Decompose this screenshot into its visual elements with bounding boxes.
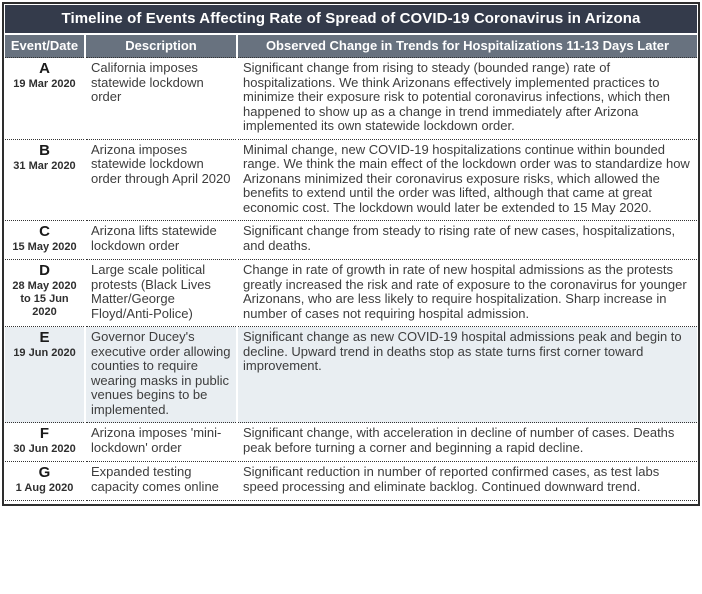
event-date-cell [5, 139, 85, 221]
observed-change-cell: Change in rate of growth in rate of new hospital admissions as the protests greatly increased the risk and rate of exposure to the coronavirus for younger Arizonans, who are less likely to require hospitalization. Sharp increase in number of cases not requiring hospital admission. [237, 260, 697, 327]
description-cell: Expanded testing capacity comes online [85, 462, 237, 501]
event-date-cell [5, 327, 85, 423]
description-cell: Arizona imposes 'mini-lockdown' order [85, 423, 237, 462]
event-date-cell [5, 462, 85, 501]
column-header-event-date: Event/Date [5, 34, 85, 58]
event-date: 30 Jun 2020 [13, 443, 76, 455]
event-date: 28 May 2020 to 15 Jun 2020 [12, 280, 77, 318]
observed-change-cell: Significant reduction in number of reported confirmed cases, as test labs speed processing and eliminate backlog. Continued downward trend. [237, 462, 697, 501]
event-date-cell [5, 260, 85, 327]
table-row [5, 139, 697, 221]
column-header-description: Description [85, 34, 237, 58]
timeline-table [5, 5, 697, 501]
table-row [5, 423, 697, 462]
table-title: Timeline of Events Affecting Rate of Spread of COVID-19 Coronavirus in Arizona [5, 5, 697, 34]
description-cell: Governor Ducey's executive order allowing counties to require wearing masks in public venues begins to be implemented. [85, 327, 237, 423]
title-row [5, 5, 697, 34]
table-row [5, 260, 697, 327]
event-letter: G [38, 464, 51, 481]
event-letter: D [39, 262, 50, 279]
event-date: 15 May 2020 [12, 241, 77, 253]
table-row [5, 327, 697, 423]
event-letter: E [39, 329, 50, 346]
table-frame [2, 2, 700, 506]
event-letter: C [39, 223, 50, 240]
description-cell: California imposes statewide lockdown order [85, 58, 237, 140]
event-date: 31 Mar 2020 [13, 159, 76, 172]
table-row [5, 58, 697, 140]
column-header-observed-change: Observed Change in Trends for Hospitalizations 11-13 Days Later [237, 34, 697, 58]
event-date: 1 Aug 2020 [15, 482, 74, 494]
observed-change-cell: Significant change from steady to rising rate of new cases, hospitalizations, and deaths. [237, 221, 697, 260]
description-cell: Arizona lifts statewide lockdown order [85, 221, 237, 260]
observed-change-cell: Significant change, with acceleration in decline of number of cases. Deaths peak before turning a corner and beginning a rapid decline. [237, 423, 697, 462]
observed-change-cell: Significant change as new COVID-19 hospital admissions peak and begin to decline. Upward trend in deaths stop as state turns first corner toward improvement. [237, 327, 697, 423]
event-date: 19 Jun 2020 [13, 347, 76, 359]
event-letter: A [39, 60, 50, 77]
table-body [5, 58, 697, 501]
event-letter: F [39, 425, 50, 442]
observed-change-cell: Significant change from rising to steady (bounded range) rate of hospitalizations. We think Arizonans effectively implemented practices to minimize their exposure risk to potential coronavirus infections, which then happened to show up as a change in trend immediately after Arizona implemented its own statewide lockdown order. [237, 58, 697, 140]
event-letter: B [39, 141, 50, 159]
event-date-cell [5, 423, 85, 462]
event-date-cell [5, 221, 85, 260]
event-date-cell [5, 58, 85, 140]
table-row [5, 462, 697, 501]
description-cell: Arizona imposes statewide lockdown order through April 2020 [85, 139, 237, 221]
observed-change-cell: Minimal change, new COVID-19 hospitalizations continue within bounded range. We think the main effect of the lockdown order was to standardize how Arizonans minimized their coronavirus exposure risks, which allowed the benefits to extend until the order was lifted, although that came at great economic cost. The lockdown would later be extended to 15 May 2020. [237, 139, 697, 221]
table-row [5, 221, 697, 260]
description-cell: Large scale political protests (Black Lives Matter/George Floyd/Anti-Police) [85, 260, 237, 327]
event-date: 19 Mar 2020 [13, 78, 76, 90]
table-head [5, 5, 697, 58]
column-header-row [5, 34, 697, 58]
